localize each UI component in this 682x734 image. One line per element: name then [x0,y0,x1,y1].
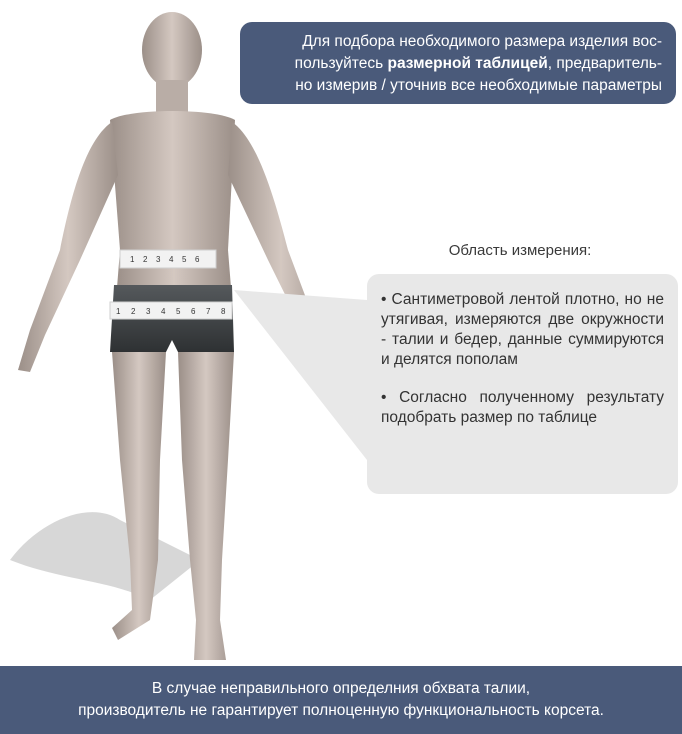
figure-shadow [10,512,200,600]
instruction-text: пользуйтесь [294,55,388,72]
hip-tape [110,302,232,319]
hip-tape-number: 5 [176,307,181,316]
left-leg [112,352,166,640]
waist-tape-number: 1 [130,255,135,264]
warranty-disclaimer-bar [0,666,682,734]
head [142,12,202,88]
hip-tape-number: 1 [116,307,121,316]
waist-tape-number: 5 [182,255,187,264]
hip-tape-number: 6 [191,307,196,316]
waist-tape-number: 6 [195,255,200,264]
measurement-bullet-2: • Согласно полученному результату подобрать размер по таблице [381,389,664,426]
hip-tape-number: 7 [206,307,211,316]
size-table-emphasis: размерной таблицей [387,55,548,72]
measurement-bullet-1: • Сантиметровой лентой плотно, но не утягивая, измеряются две окружности - талии и бедер, данные суммируются и делятся пополам [381,291,664,368]
instruction-line-1: Для подбора необходимого размера изделия вос- [302,33,662,50]
instruction-line-3: но измерив / уточнив все необходимые параметры [295,77,662,94]
waist-tape-number: 2 [143,255,148,264]
measurement-info-box [367,274,678,494]
size-table-instruction-box [240,22,676,104]
waist-tape-number: 4 [169,255,174,264]
neck [156,80,188,112]
right-leg [178,352,234,660]
right-arm [228,122,334,374]
instruction-text: , предваритель- [547,55,662,72]
hip-tape-number: 2 [131,307,136,316]
waist-tape-number: 3 [156,255,161,264]
hip-tape-number: 3 [146,307,151,316]
disclaimer-line-2: производитель не гарантирует полноценную функциональность корсета. [78,702,604,719]
instruction-line-2 [258,53,662,75]
disclaimer-line-1: В случае неправильного определния обхвата талии, [151,680,531,697]
hip-tape-number: 4 [161,307,166,316]
torso [110,111,235,250]
hip-tape-number: 8 [221,307,226,316]
left-arm [18,122,118,372]
measurement-area-label: Область измерения: [448,242,592,259]
